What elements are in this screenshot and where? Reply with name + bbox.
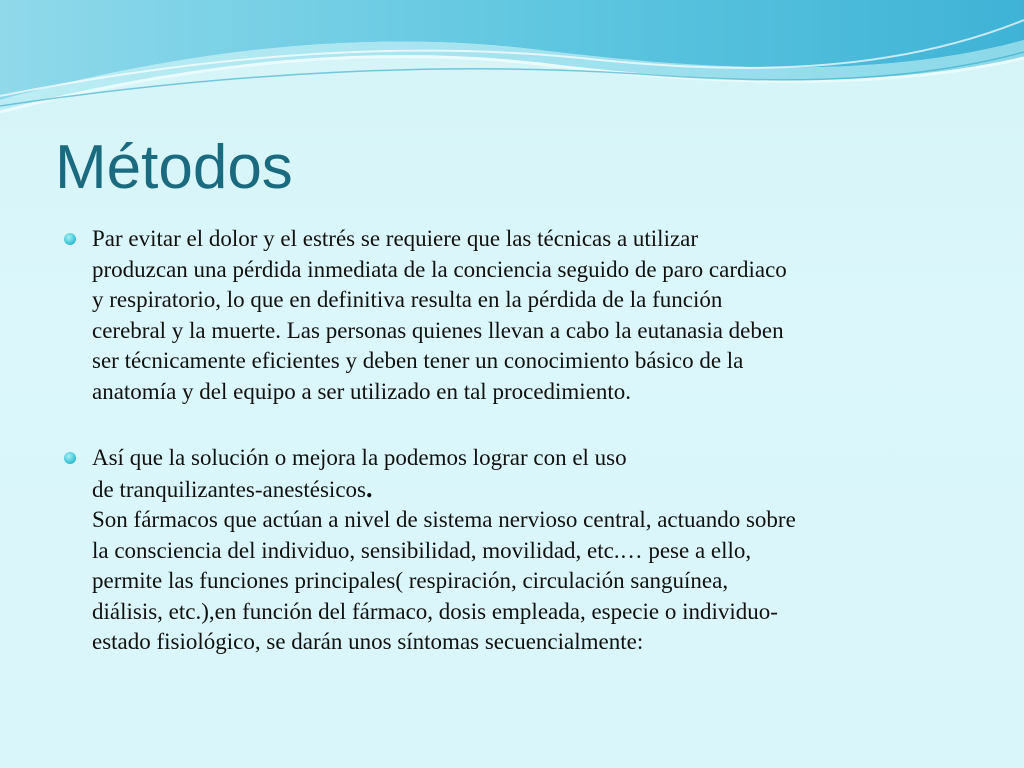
bullet-line: Son fármacos que actúan a nivel de sistema nervioso central, actuando sobre (92, 507, 796, 532)
bullet-line: diálisis, etc.),en función del fármaco, dosis empleada, especie o individuo- (92, 598, 778, 624)
bullet-dot-icon (64, 233, 76, 245)
bullet-line: ser técnicamente eficientes y deben tener un conocimiento básico de la (92, 348, 744, 373)
bullet-item-1 (64, 224, 984, 407)
bullet-line-text: de tranquilizantes-anestésicos (92, 476, 366, 502)
bullet-dot-icon (64, 452, 76, 464)
bullet-line: permite las funciones principales( respiración, circulación sanguínea, (92, 568, 729, 593)
bullet-list (64, 224, 984, 658)
bullet-line-with-emphasis (92, 474, 984, 506)
bullet-line: estado fisiológico, se darán unos síntomas secuencialmente: (92, 629, 644, 654)
bullet-line: y respiratorio, lo que en definitiva resulta en la pérdida de la función (92, 287, 723, 312)
bullet-line: Par evitar el dolor y el estrés se requiere que las técnicas a utilizar (92, 226, 699, 251)
bullet-line: produzcan una pérdida inmediata de la conciencia seguido de paro cardiaco (92, 256, 787, 282)
slide-title: Métodos (55, 133, 293, 202)
bullet-line: cerebral y la muerte. Las personas quienes llevan a cabo la eutanasia deben (92, 317, 784, 343)
emphasis-period: . (365, 473, 373, 503)
bullet-item-2 (64, 443, 984, 658)
bullet-line: la consciencia del individuo, sensibilidad, movilidad, etc.… pese a ello, (92, 537, 752, 563)
bullet-line: anatomía y del equipo a ser utilizado en tal procedimiento. (92, 378, 632, 404)
decorative-wave-header (0, 0, 1024, 130)
bullet-line: Así que la solución o mejora la podemos lograr con el uso (92, 445, 627, 470)
